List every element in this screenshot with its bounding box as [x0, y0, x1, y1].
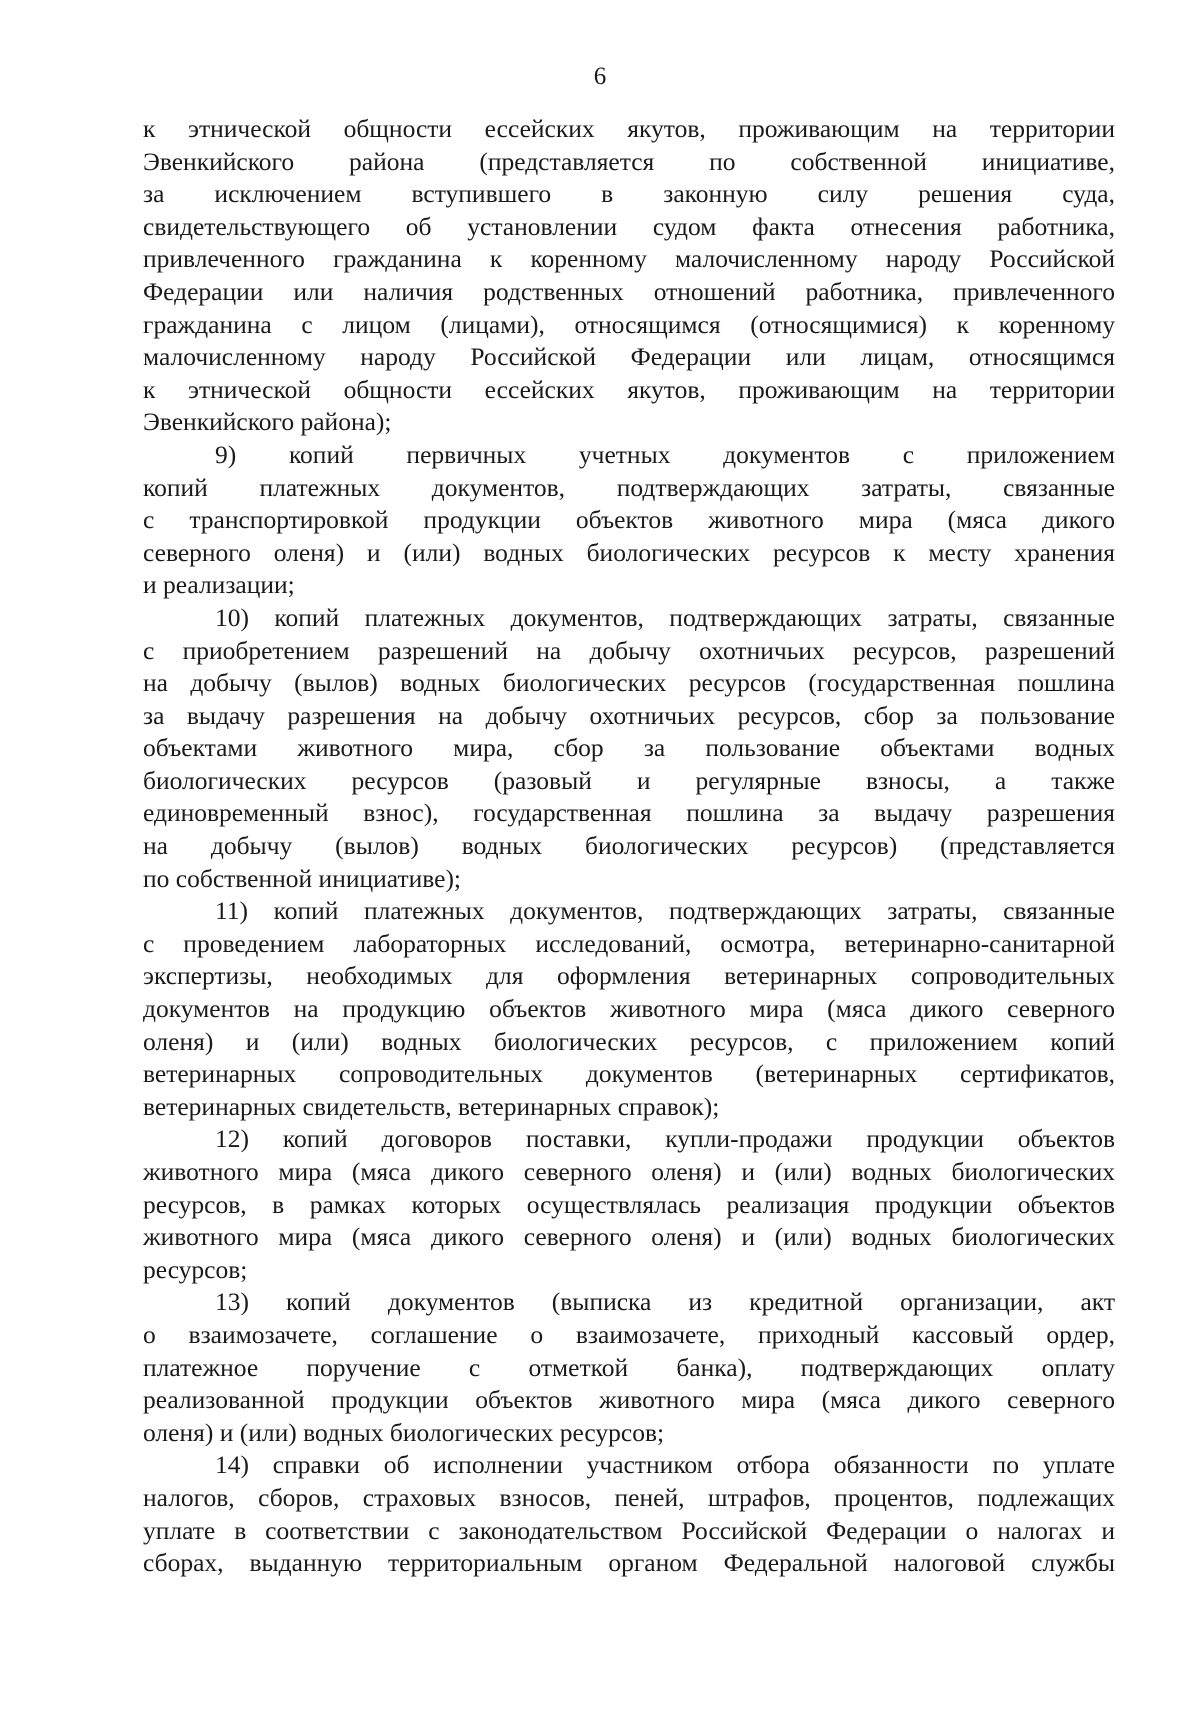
text-line: 12) копий договоров поставки, купли-продажи продукции объектов: [215, 1124, 1115, 1154]
text-line: северного оленя) и (или) водных биологических ресурсов к месту хранения: [143, 537, 1115, 567]
text-line: ресурсов, в рамках которых осуществлялась реализация продукции объектов: [143, 1189, 1115, 1219]
text-line: налогов, сборов, страховых взносов, пеней, штрафов, процентов, подлежащих: [143, 1482, 1115, 1512]
text-line: на добычу (вылов) водных биологических ресурсов) (представляется: [143, 831, 1115, 861]
text-line: привлеченного гражданина к коренному малочисленному народу Российской: [143, 244, 1115, 274]
text-line: 14) справки об исполнении участником отбора обязанности по уплате: [215, 1450, 1115, 1480]
text-line: на добычу (вылов) водных биологических ресурсов (государственная пошлина: [143, 668, 1115, 698]
text-line: 9) копий первичных учетных документов с приложением: [215, 439, 1115, 469]
text-line: единовременный взнос), государственная пошлина за выдачу разрешения: [143, 798, 1115, 828]
paragraph-p10: [143, 602, 1115, 895]
text-line: ветеринарных сопроводительных документов (ветеринарных сертификатов,: [143, 1059, 1115, 1089]
text-line: за исключением вступившего в законную силу решения суда,: [143, 179, 1115, 209]
text-line: 11) копий платежных документов, подтверждающих затраты, связанные: [215, 896, 1115, 926]
text-line: к этнической общности ессейских якутов, проживающим на территории: [143, 374, 1115, 404]
paragraph-p14: [143, 1449, 1115, 1579]
text-line: реализованной продукции объектов животного мира (мяса дикого северного: [143, 1385, 1115, 1415]
paragraph-p13: [143, 1286, 1115, 1449]
text-line: с приобретением разрешений на добычу охотничьих ресурсов, разрешений: [143, 635, 1115, 665]
text-line: малочисленному народу Российской Федерации или лицам, относящимся: [143, 342, 1115, 372]
text-line: о взаимозачете, соглашение о взаимозачете, приходный кассовый ордер,: [143, 1319, 1115, 1349]
text-line: по собственной инициативе);: [143, 863, 462, 893]
text-line: уплате в соответствии с законодательством Российской Федерации о налогах и: [143, 1515, 1115, 1545]
text-line: животного мира (мяса дикого северного оленя) и (или) водных биологических: [143, 1222, 1115, 1252]
text-line: гражданина с лицом (лицами), относящимся (относящимися) к коренному: [143, 309, 1115, 339]
text-line: Федерации или наличия родственных отношений работника, привлеченного: [143, 276, 1115, 306]
text-line: и реализации;: [143, 570, 295, 600]
text-line: животного мира (мяса дикого северного оленя) и (или) водных биологических: [143, 1157, 1115, 1186]
text-line: ветеринарных свидетельств, ветеринарных справок);: [143, 1091, 720, 1121]
text-line: ресурсов;: [143, 1254, 248, 1284]
text-line: сборах, выданную территориальным органом Федеральной налоговой службы: [143, 1548, 1115, 1578]
text-line: объектами животного мира, сбор за пользование объектами водных: [143, 733, 1115, 763]
text-line: документов на продукцию объектов животного мира (мяса дикого северного: [143, 994, 1115, 1024]
paragraph-cont: [143, 113, 1115, 439]
text-line: 10) копий платежных документов, подтверждающих затраты, связанные: [215, 602, 1115, 632]
text-line: 13) копий документов (выписка из кредитной организации, акт: [215, 1287, 1115, 1317]
text-line: Эвенкийского района);: [143, 407, 392, 437]
text-line: Эвенкийского района (представляется по собственной инициативе,: [143, 146, 1115, 176]
text-line: биологических ресурсов (разовый и регулярные взносы, а также: [143, 765, 1115, 795]
text-line: с транспортировкой продукции объектов животного мира (мяса дикого: [143, 505, 1115, 535]
text-line: экспертизы, необходимых для оформления ветеринарных сопроводительных: [143, 961, 1115, 991]
page-number: 6: [593, 63, 607, 90]
text-line: оленя) и (или) водных биологических ресурсов, с приложением копий: [143, 1026, 1115, 1056]
text-line: свидетельствующего об установлении судом факта отнесения работника,: [143, 211, 1115, 241]
paragraph-p9: [143, 439, 1115, 602]
paragraph-p12: [143, 1123, 1115, 1286]
document-body: [143, 113, 1115, 1580]
paragraph-p11: [143, 895, 1115, 1123]
text-line: платежное поручение с отметкой банка), подтверждающих оплату: [143, 1352, 1115, 1382]
text-line: к этнической общности ессейских якутов, проживающим на территории: [143, 114, 1115, 143]
text-line: с проведением лабораторных исследований, осмотра, ветеринарно-санитарной: [143, 928, 1115, 958]
text-line: оленя) и (или) водных биологических ресурсов;: [143, 1417, 665, 1447]
text-line: за выдачу разрешения на добычу охотничьих ресурсов, сбор за пользование: [143, 700, 1115, 730]
text-line: копий платежных документов, подтверждающих затраты, связанные: [143, 472, 1115, 502]
